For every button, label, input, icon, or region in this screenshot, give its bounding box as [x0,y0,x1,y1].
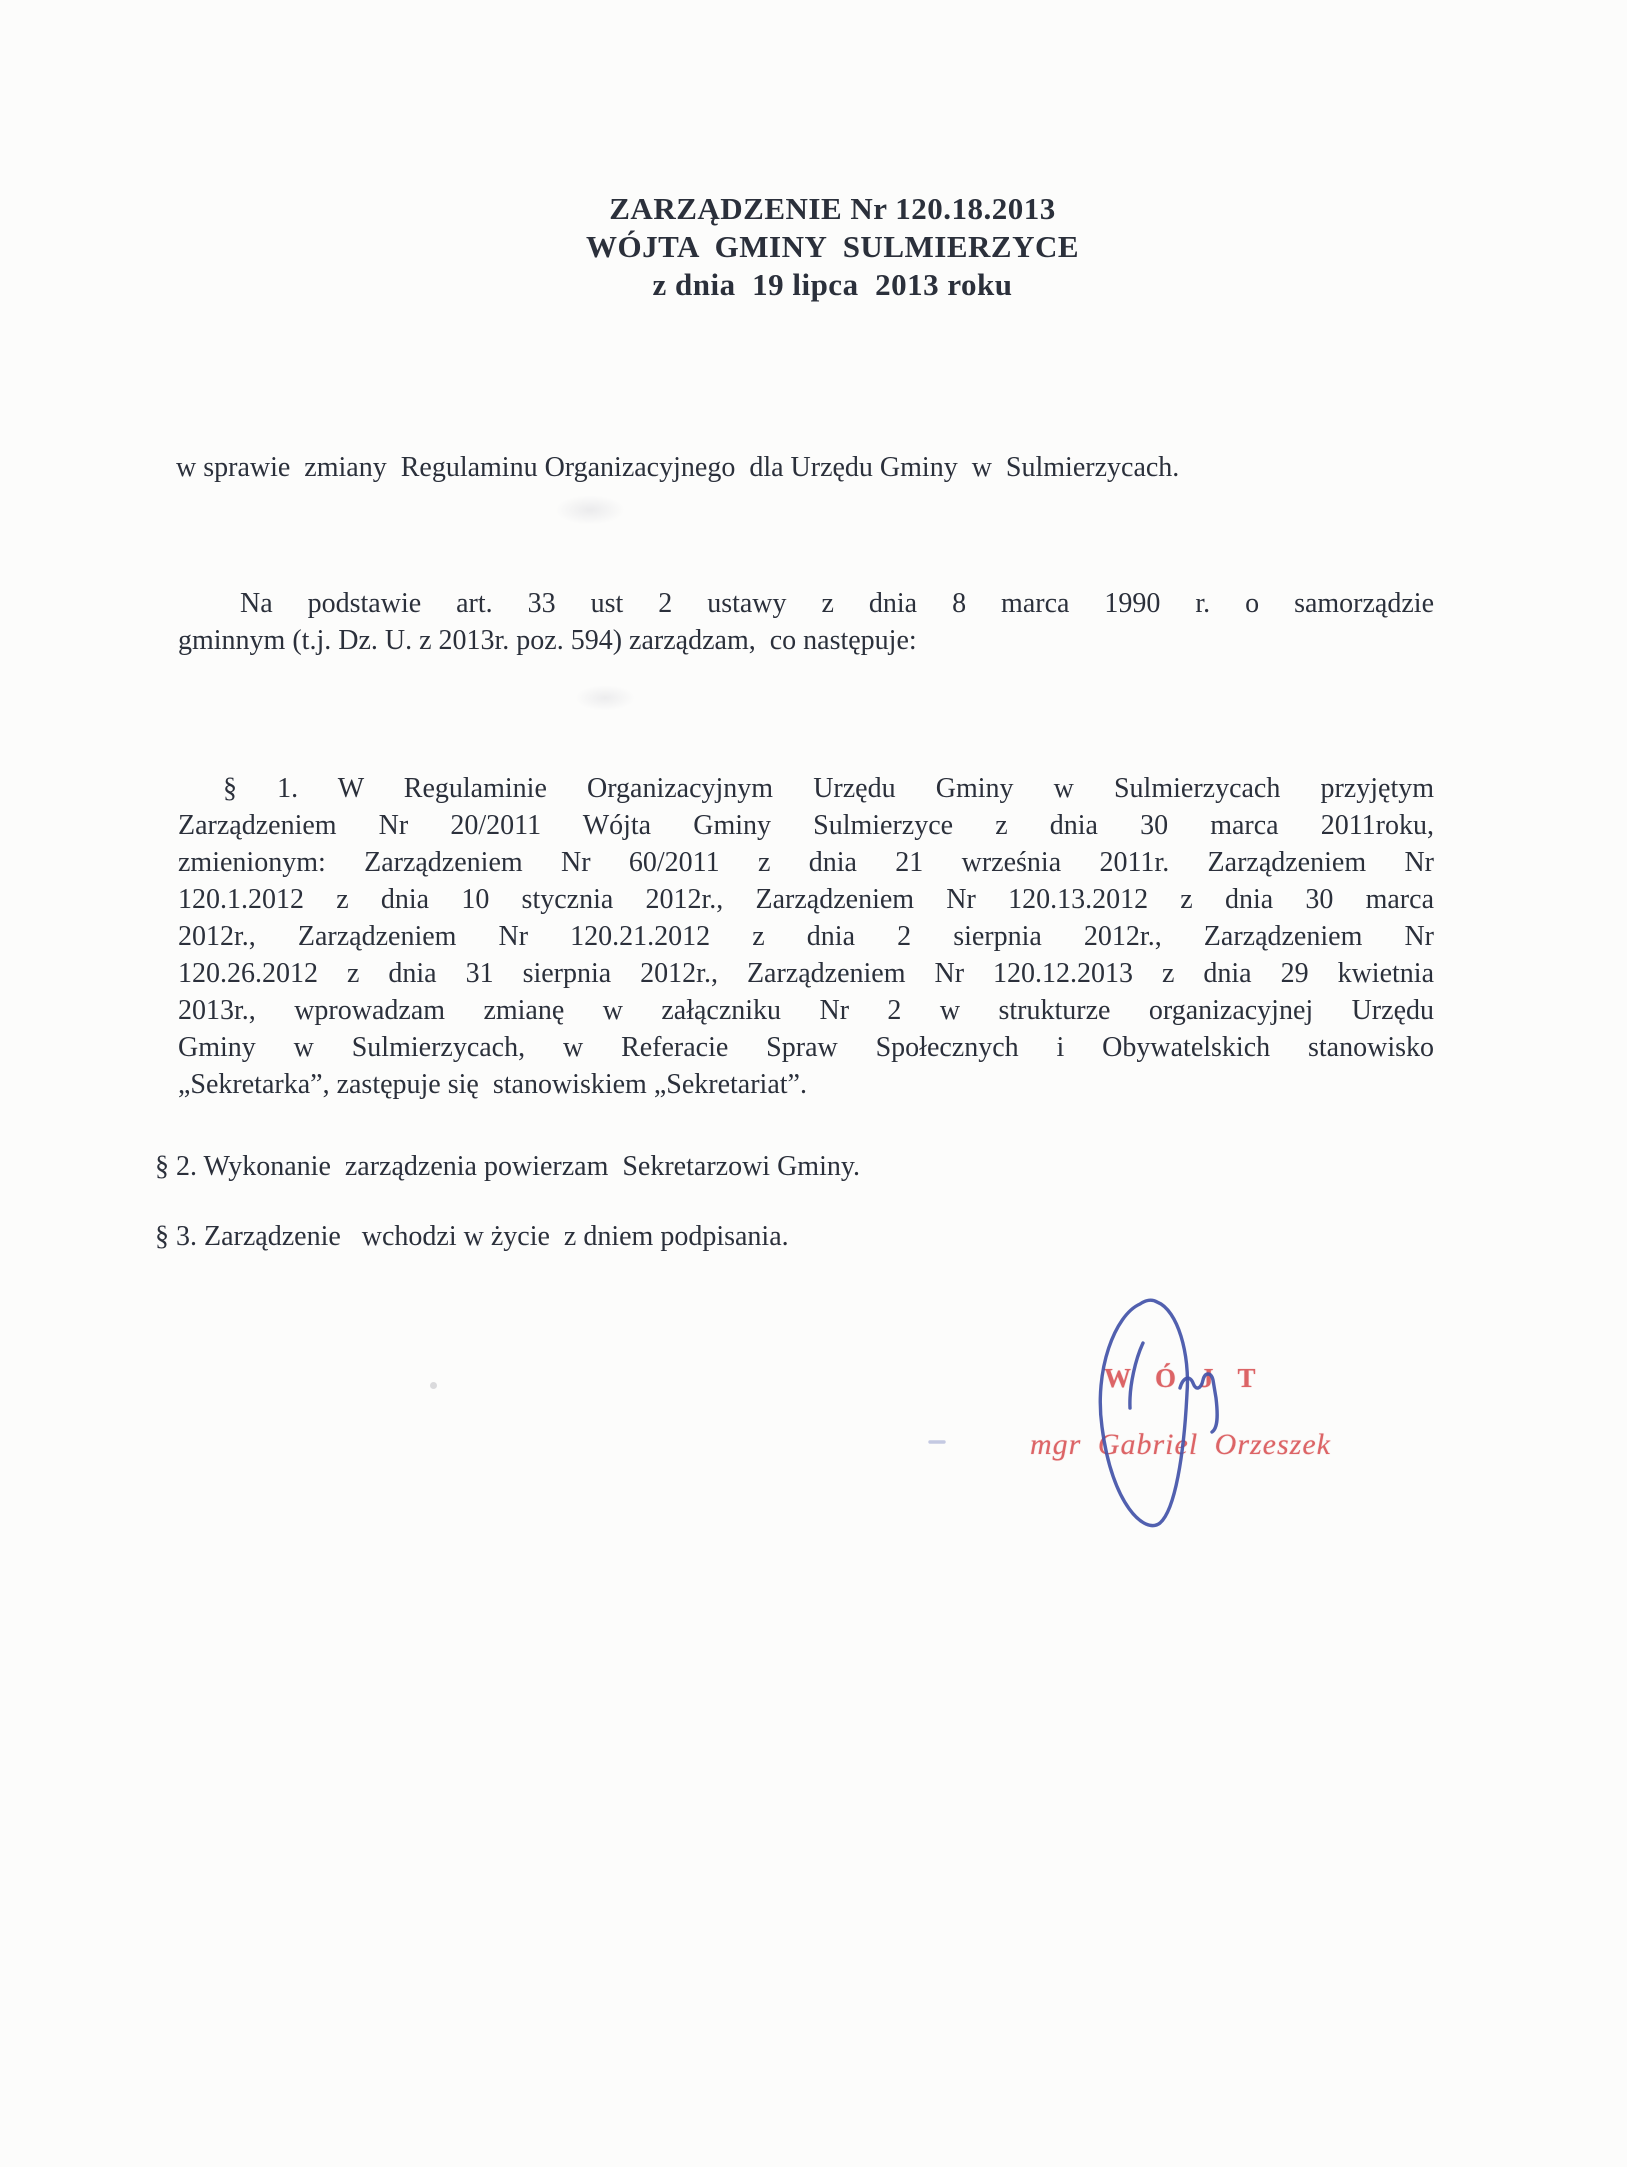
title-line-issuer: WÓJTA GMINY SULMIERZYCE [585,229,1080,264]
paragraph-1-line: 120.1.2012 z dnia 10 stycznia 2012r., Zarządzeniem Nr 120.13.2012 z dnia 30 marca [178,884,1434,915]
signature-inner-stroke [1130,1343,1143,1408]
paragraph-2: § 2. Wykonanie zarządzenia powierzam Sekretarzowi Gminy. [155,1151,861,1182]
paragraph-1-line: Zarządzeniem Nr 20/2011 Wójta Gminy Sulmierzyce z dnia 30 marca 2011roku, [178,810,1434,841]
document-title [38,190,1627,304]
legal-basis-line-2: gminnym (t.j. Dz. U. z 2013r. poz. 594) zarządzam, co następuje: [178,625,917,656]
mayor-stamp-title: WÓJT [1104,1363,1280,1393]
paragraph-3: § 3. Zarządzenie wchodzi w życie z dniem podpisania. [155,1221,789,1252]
scan-smudge [430,1382,437,1389]
legal-basis-paragraph [178,585,1434,659]
handwritten-signature [920,1275,1270,1565]
title-line-date: z dnia 19 lipca 2013 roku [652,267,1013,302]
scan-smudge [555,495,625,525]
mayor-stamp-name: mgr Gabriel Orzeszek [1030,1428,1331,1461]
paragraph-1 [178,770,1434,1103]
legal-basis-line-1: Na podstawie art. 33 ust 2 ustawy z dnia 8 marca 1990 r. o samorządzie [240,588,1434,619]
paragraph-1-line: 2012r., Zarządzeniem Nr 120.21.2012 z dnia 2 sierpnia 2012r., Zarządzeniem Nr [178,921,1434,952]
paragraph-1-line: § 1. W Regulaminie Organizacyjnym Urzędu Gminy w Sulmierzycach przyjętym [223,773,1434,804]
paragraph-1-line: zmienionym: Zarządzeniem Nr 60/2011 z dnia 21 września 2011r. Zarządzeniem Nr [178,847,1434,878]
paragraph-1-line: Gminy w Sulmierzycach, w Referacie Spraw Społecznych i Obywatelskich stanowisko [178,1032,1434,1063]
paragraph-1-line: 120.26.2012 z dnia 31 sierpnia 2012r., Zarządzeniem Nr 120.12.2013 z dnia 29 kwietnia [178,958,1434,989]
paragraph-1-line: 2013r., wprowadzam zmianę w załączniku Nr 2 w strukturze organizacyjnej Urzędu [178,995,1434,1026]
signature-loop [1100,1300,1187,1525]
paragraph-1-line: „Sekretarka”, zastępuje się stanowiskiem „Sekretariat”. [178,1069,807,1100]
title-line-ordinance-number: ZARZĄDZENIE Nr 120.18.2013 [609,191,1056,226]
subject-line: w sprawie zmiany Regulaminu Organizacyjnego dla Urzędu Gminy w Sulmierzycach. [176,452,1180,483]
scan-smudge [575,685,635,711]
